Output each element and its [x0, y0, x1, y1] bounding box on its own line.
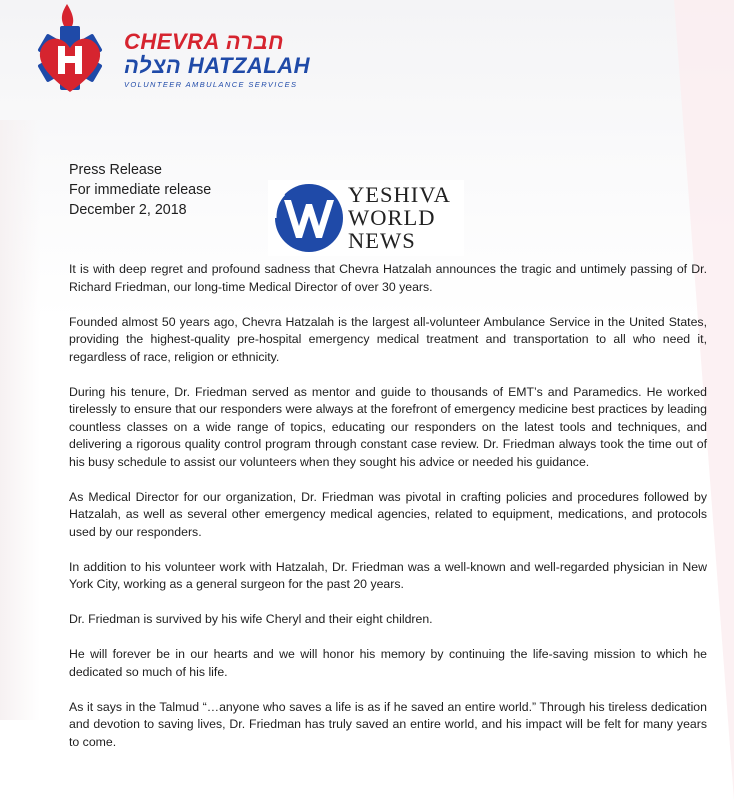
paragraph-family: Dr. Friedman is survived by his wife Cheryl and their eight children. [69, 612, 433, 626]
hatzalah-logo [22, 0, 311, 110]
paragraph-medical-director: As Medical Director for our organization, Dr. Friedman was pivotal in crafting policies and procedures followed by Hatzalah, as well as several other emergency medical agencies, related to equipment, medications, and protocols used by our responders. [69, 489, 707, 539]
release-header [69, 160, 211, 220]
logo-wordmark [124, 30, 310, 89]
paragraph-talmud: As it says in the Talmud “…anyone who saves a life is as if he saved an entire world.” Through his tireless dedication and devotion to saving lives, Dr. Friedman has truly saved an entire world, and his impact will be felt for many years to come. [69, 699, 707, 749]
paragraph-memory: He will forever be in our hearts and we will honor his memory by continuing the life-saving mission to which he dedicated so much of his life. [69, 647, 707, 679]
hatzalah-emblem-icon [22, 0, 122, 105]
paragraph-announcement: It is with deep regret and profound sadness that Chevra Hatzalah announces the tragic and untimely passing of Dr. Richard Friedman, our long-time Medical Director of over 30 years. [69, 262, 707, 294]
paragraph-history: Founded almost 50 years ago, Chevra Hatzalah is the largest all-volunteer Ambulance Service in the United States, providing the highest-quality pre-hospital emergency medical treatment and transportation to all who need it, regardless of race, religion or ethnicity. [69, 314, 707, 364]
logo-tagline: VOLUNTEER AMBULANCE SERVICES [124, 80, 298, 89]
ywn-watermark [268, 180, 464, 256]
ywn-word-world: WORLD [348, 205, 436, 230]
release-date: December 2, 2018 [69, 202, 187, 218]
emblem-letter: H [69, 66, 71, 67]
logo-line-chevra: CHEVRA חברה [124, 29, 285, 54]
ywn-logo-icon [272, 182, 346, 254]
paragraph-tenure: During his tenure, Dr. Friedman served as mentor and guide to thousands of EMT’s and Paramedics. He worked tirelessly to ensure that our responders were always at the forefront of emergency medicine best practices by leading countless classes on a wide range of topics, educating our responders on the latest tools and techniques, and delivering a rigorous quality control program through constant case review. Dr. Friedman always took the time out of his busy schedule to assist our volunteers when they sought his advice or needed his guidance. [69, 384, 707, 469]
logo-line-hatzalah: הצלה HATZALAH [124, 53, 311, 78]
ywn-word-yeshiva: YESHIVA [348, 182, 451, 207]
ywn-wordmark [348, 183, 451, 252]
paragraph-surgeon: In addition to his volunteer work with Hatzalah, Dr. Friedman was a well-known and well-regarded physician in New York City, working as a general surgeon for the past 20 years. [69, 559, 707, 591]
release-subtitle: For immediate release [69, 182, 212, 198]
ywn-word-news: NEWS [348, 228, 416, 253]
background-wedge-left [0, 120, 40, 720]
release-title: Press Release [69, 162, 162, 178]
press-release-body [69, 261, 707, 769]
